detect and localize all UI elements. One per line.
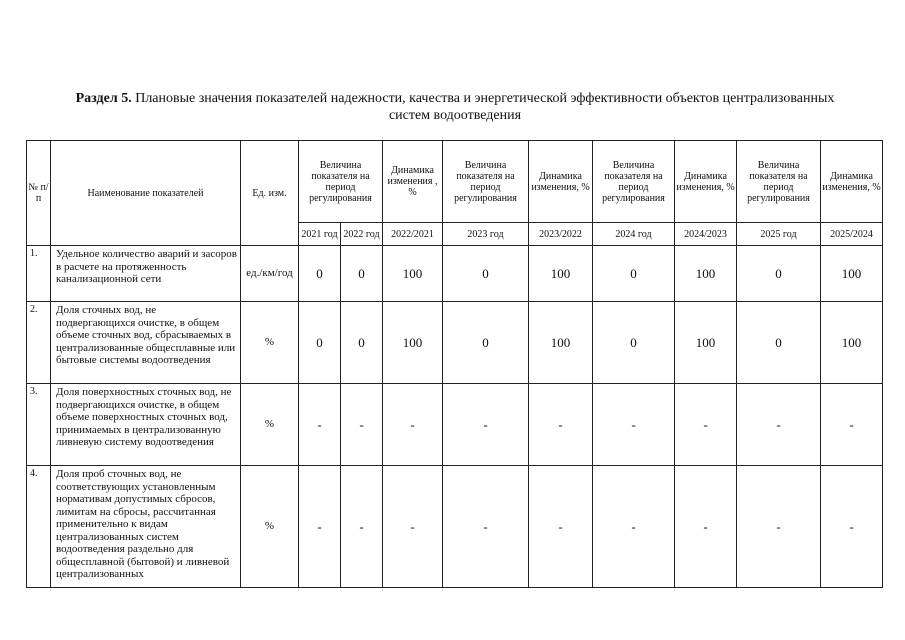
value-cell: 0 [341, 246, 383, 302]
section-number: Раздел 5. [75, 91, 132, 106]
unit-cell: ед./км/год [241, 246, 299, 302]
value-cell: 100 [529, 246, 593, 302]
period-cell: 2025/2024 [821, 223, 883, 246]
value-cell: - [529, 466, 593, 588]
value-cell: - [675, 384, 737, 466]
value-cell: 100 [675, 302, 737, 384]
unit-cell: % [241, 302, 299, 384]
year-cell: 2024 год [593, 223, 675, 246]
header-unit: Ед. изм. [241, 141, 299, 246]
year-cell: 2021 год [299, 223, 341, 246]
indicators-table [26, 140, 883, 588]
header-dynamics: Динамика изменения, % [821, 141, 883, 223]
value-cell: - [821, 384, 883, 466]
value-cell: - [383, 384, 443, 466]
header-value: Величина показателя на период регулирования [737, 141, 821, 223]
value-cell: 0 [299, 246, 341, 302]
value-cell: 100 [383, 246, 443, 302]
indicator-name: Доля сточных вод, не подвергающихся очистке, в общем объеме сточных вод, сбрасываемых в централизованные общесплавные или бытовые системы водоотведения [51, 302, 241, 384]
value-cell: - [299, 384, 341, 466]
row-number: 4. [27, 466, 51, 588]
value-cell: - [443, 466, 529, 588]
value-cell: - [299, 466, 341, 588]
header-value: Величина показателя на период регулирования [299, 141, 383, 223]
value-cell: 100 [675, 246, 737, 302]
row-number: 3. [27, 384, 51, 466]
value-cell: - [383, 466, 443, 588]
header-dynamics: Динамика изменения, % [529, 141, 593, 223]
unit-cell: % [241, 466, 299, 588]
value-cell: - [341, 384, 383, 466]
header-name: Наименование показателей [51, 141, 241, 246]
year-cell: 2025 год [737, 223, 821, 246]
value-cell: - [443, 384, 529, 466]
table-row [27, 466, 883, 588]
value-cell: - [737, 466, 821, 588]
indicator-name: Доля поверхностных сточных вод, не подвергающихся очистке, в общем объеме поверхностных сточных вод, принимаемых в централизованную ливневую систему водоотведения [51, 384, 241, 466]
value-cell: - [675, 466, 737, 588]
section-title: Плановые значения показателей надежности, качества и энергетической эффективности объектов централизованных систем водоотведения [135, 91, 835, 123]
table-row [27, 384, 883, 466]
year-cell: 2023 год [443, 223, 529, 246]
header-value: Величина показателя на период регулирования [593, 141, 675, 223]
year-cell: 2022 год [341, 223, 383, 246]
header-value: Величина показателя на период регулирования [443, 141, 529, 223]
unit-cell: % [241, 384, 299, 466]
period-cell: 2023/2022 [529, 223, 593, 246]
value-cell: 0 [737, 302, 821, 384]
header-dynamics: Динамика изменения, % [675, 141, 737, 223]
value-cell: 0 [593, 246, 675, 302]
value-cell: 100 [821, 302, 883, 384]
table-row [27, 246, 883, 302]
value-cell: - [593, 466, 675, 588]
value-cell: - [593, 384, 675, 466]
indicator-name: Доля проб сточных вод, не соответствующих установленным нормативам допустимых сбросов, лимитам на сбросы, рассчитанная применительно к видам централизованных систем водоотведения раздельно для общесплавной (бытовой) и ливневой централизованных [51, 466, 241, 588]
table-row [27, 302, 883, 384]
value-cell: 0 [299, 302, 341, 384]
header-dynamics: Динамика изменения , % [383, 141, 443, 223]
value-cell: 0 [443, 302, 529, 384]
value-cell: 0 [341, 302, 383, 384]
row-number: 1. [27, 246, 51, 302]
value-cell: 0 [443, 246, 529, 302]
row-number: 2. [27, 302, 51, 384]
period-cell: 2024/2023 [675, 223, 737, 246]
value-cell: 0 [737, 246, 821, 302]
value-cell: 100 [383, 302, 443, 384]
value-cell: - [737, 384, 821, 466]
value-cell: - [341, 466, 383, 588]
value-cell: - [529, 384, 593, 466]
value-cell: 100 [821, 246, 883, 302]
value-cell: 0 [593, 302, 675, 384]
value-cell: - [821, 466, 883, 588]
indicator-name: Удельное количество аварий и засоров в расчете на протяженность канализационной сети [51, 246, 241, 302]
section-heading [60, 90, 850, 124]
header-num: № п/п [27, 141, 51, 246]
header-row [27, 141, 883, 223]
value-cell: 100 [529, 302, 593, 384]
period-cell: 2022/2021 [383, 223, 443, 246]
